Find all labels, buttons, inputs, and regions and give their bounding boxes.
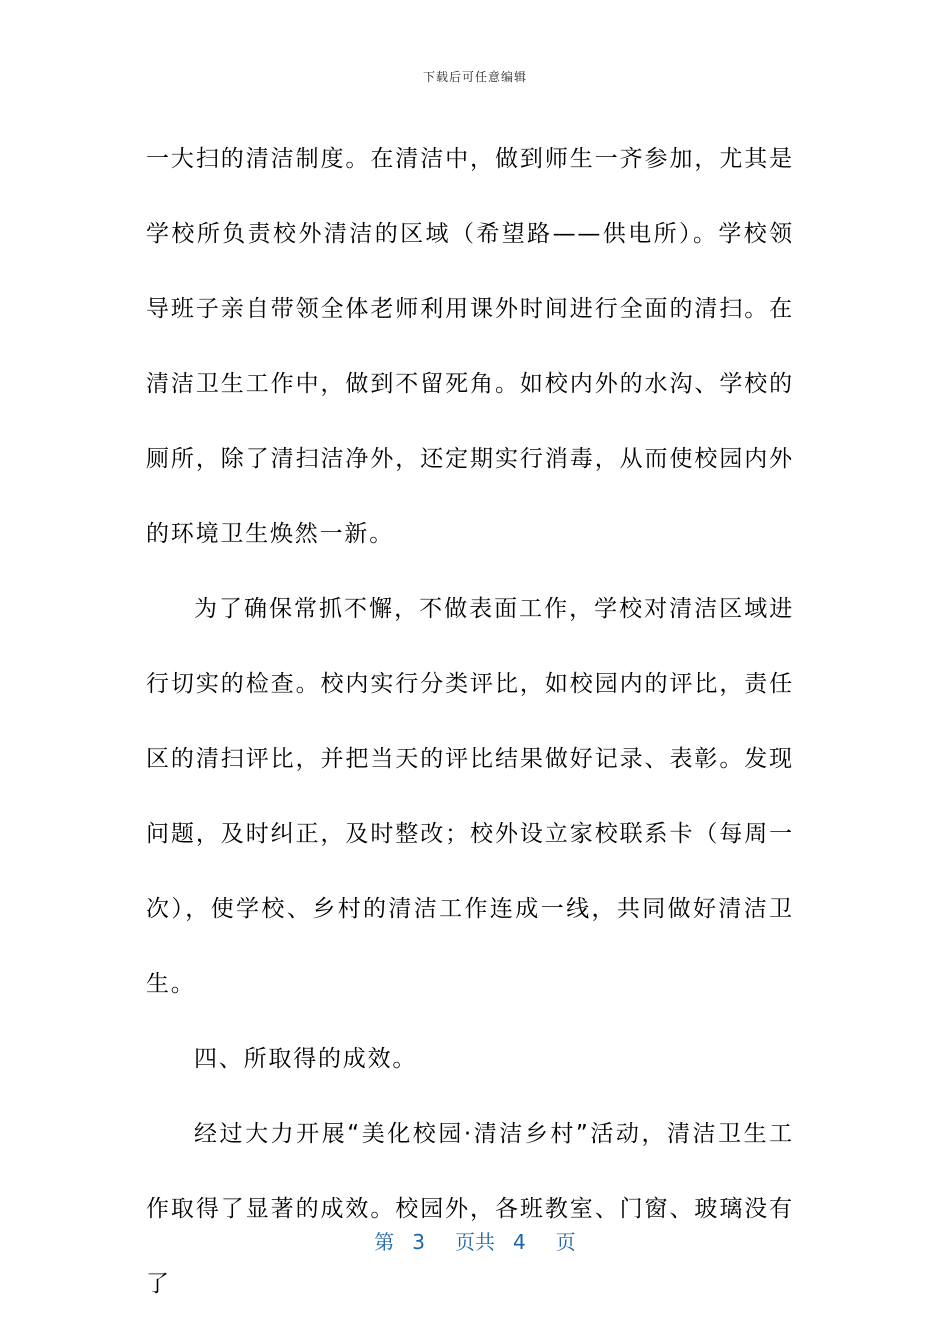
page-footer — [0, 1226, 950, 1255]
footer-middle: 页共 — [455, 1230, 495, 1254]
paragraph-inspection: 为了确保常抓不懈，不做表面工作，学校对清洁区域进行切实的检查。校内实行分类评比，如校园内的评比，责任区的清扫评比，并把当天的评比结果做好记录、表彰。发现问题，及时纠正，及时整改；校外设立家校联系卡（每周一次），使学校、乡村的清洁工作连成一线，共同做好清洁卫生。 — [146, 596, 794, 997]
footer-total-pages: 4 — [513, 1230, 526, 1254]
footer-prefix: 第 — [374, 1230, 395, 1254]
document-body — [146, 122, 794, 1322]
paragraph-results: 经过大力开展“美化校园·清洁乡村”活动，清洁卫生工作取得了显著的成效。校园外，各班教室、门窗、玻璃没有了 — [146, 1121, 794, 1297]
section-heading-results: 四、所取得的成效。 — [194, 1046, 418, 1072]
footer-current-page: 3 — [412, 1230, 425, 1254]
page-header-note: 下载后可任意编辑 — [422, 70, 527, 84]
paragraph-continued: 一大扫的清洁制度。在清洁中，做到师生一齐参加，尤其是学校所负责校外清洁的区域（希望路——供电所）。学校领导班子亲自带领全体老师利用课外时间进行全面的清扫。在清洁卫生工作中，做到不留死角。如校内外的水沟、学校的厕所，除了清扫洁净外，还定期实行消毒，从而使校园内外的环境卫生焕然一新。 — [146, 146, 794, 547]
footer-suffix: 页 — [555, 1230, 576, 1254]
